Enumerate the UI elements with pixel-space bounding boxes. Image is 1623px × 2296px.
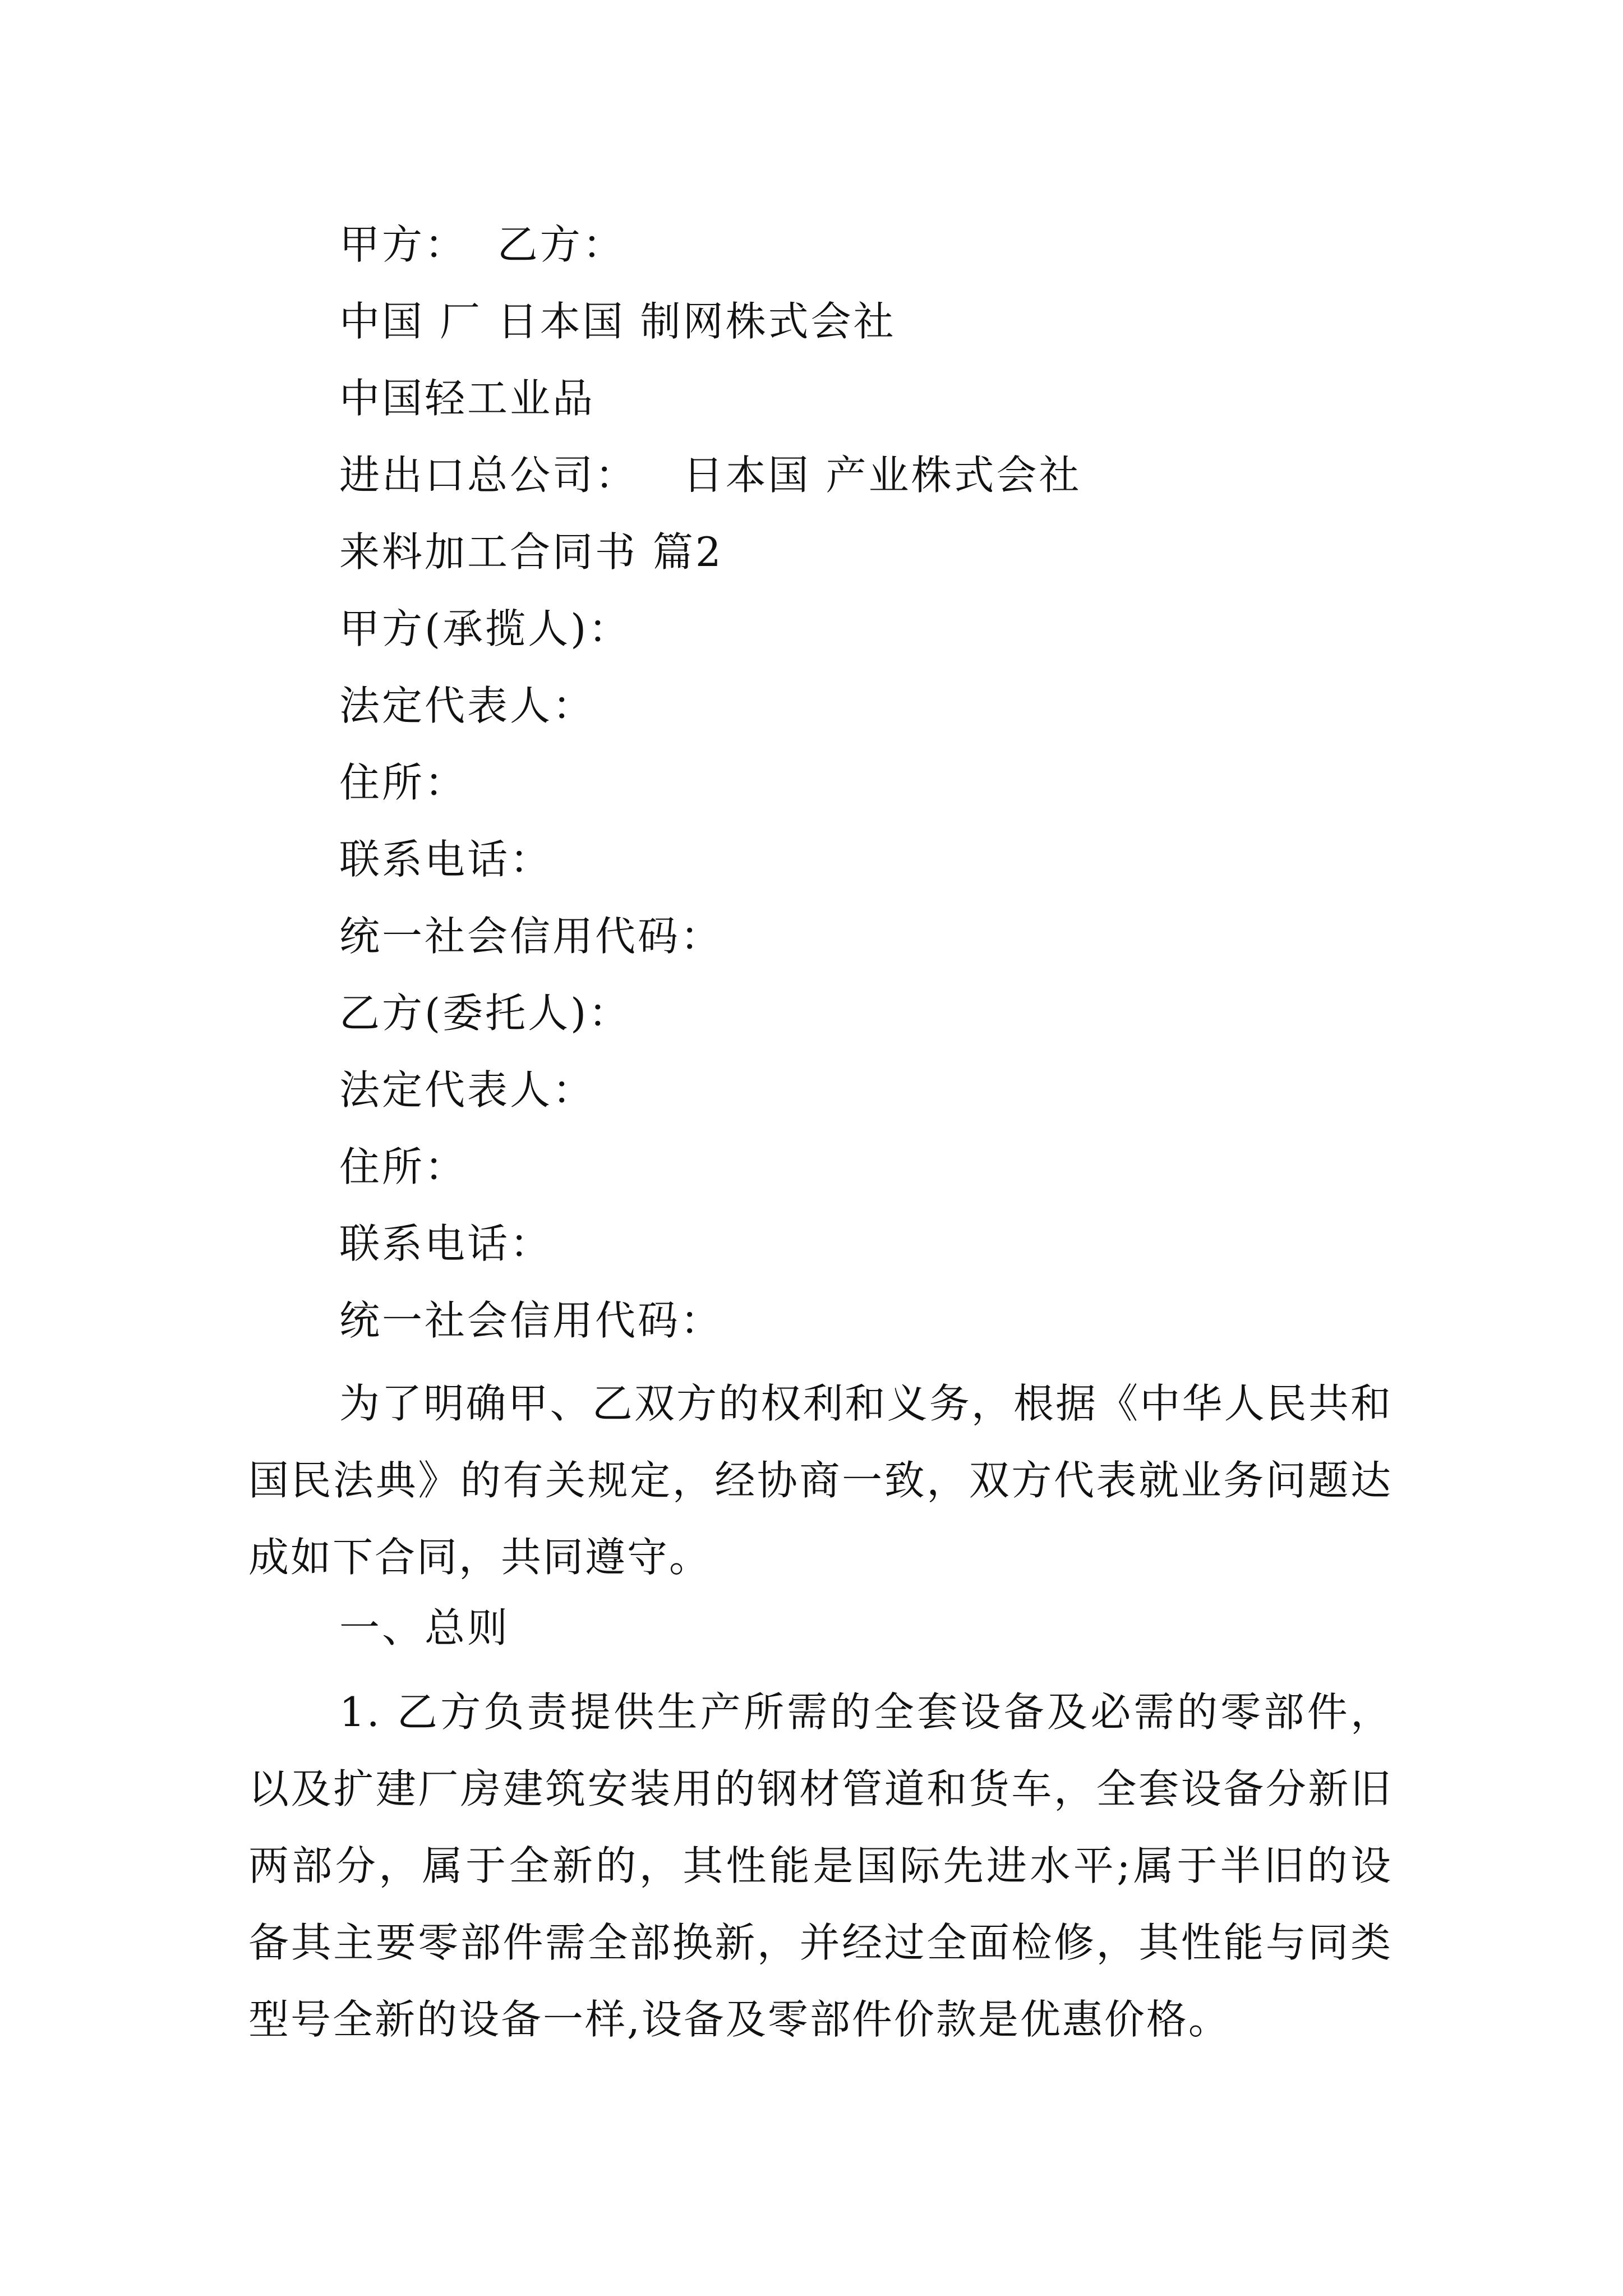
party-a-legal-rep: 法定代表人： (339, 682, 596, 729)
party-b-phone: 联系电话： (339, 1220, 553, 1267)
party-header-line: 甲方： 乙方： (339, 221, 625, 268)
party-b-credit-code: 统一社会信用代码： (339, 1297, 723, 1344)
party-a-address: 住所： (339, 759, 468, 806)
party-a-credit-code: 统一社会信用代码： (339, 913, 723, 960)
party-b-label: 乙方(委托人)： (339, 990, 631, 1037)
party-names-line: 中国 厂 日本国 制网株式会社 (339, 298, 896, 345)
company-name-line: 中国轻工业品 (339, 375, 596, 422)
document-title: 来料加工合同书 篇2 (339, 528, 723, 576)
clause-1-paragraph: 1. 乙方负责提供生产所需的全套设备及必需的零部件，以及扩建厂房建筑安装用的钢材管道和货车，全套设备分新旧两部分，属于全新的，其性能是国际先进水平;属于半旧的设备其主要零部件需全部换新，并经过全面检修，其性能与同类型号全新的设备一样,设备及零部件价款是优惠价格。 (248, 1688, 1393, 2043)
party-b-legal-rep: 法定代表人： (339, 1066, 596, 1114)
section-heading: 一、总则 (339, 1604, 510, 1651)
party-a-phone: 联系电话： (339, 836, 553, 883)
intro-paragraph: 为了明确甲、乙双方的权利和义务，根据《中华人民共和国民法典》的有关规定，经协商一致，双方代表就业务问题达成如下合同，共同遵守。 (248, 1380, 1393, 1581)
party-a-label: 甲方(承揽人)： (339, 605, 631, 652)
company-name-line-2: 进出口总公司： 日本国 产业株式会社 (339, 452, 1082, 499)
party-b-address: 住所： (339, 1143, 468, 1190)
